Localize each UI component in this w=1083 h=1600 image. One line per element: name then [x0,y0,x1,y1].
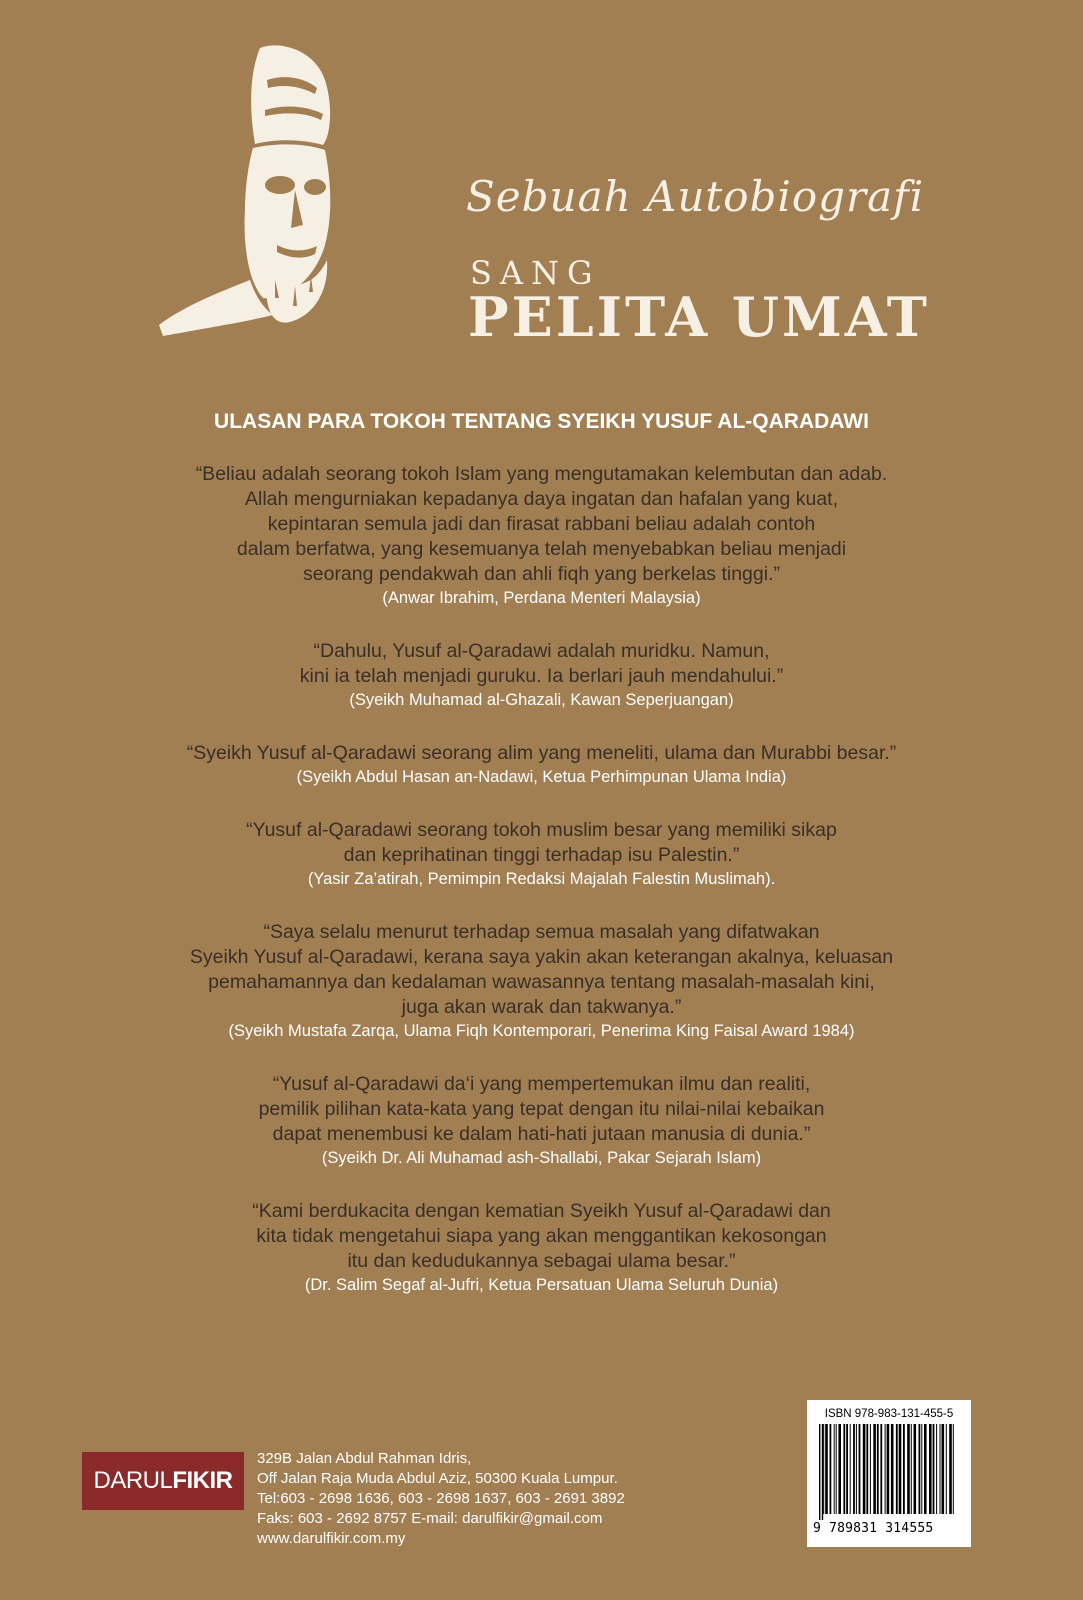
quote-attribution: (Syeikh Muhamad al-Ghazali, Kawan Seperjuangan) [349,691,734,709]
barcode-bars [817,1424,961,1520]
quote-line: itu dan kedudukannya sebagai ulama besar.” [347,1250,736,1272]
quote-line: “Kami berdukacita dengan kematian Syeikh Yusuf al-Qaradawi dan [252,1200,831,1222]
quote-attribution: (Syeikh Abdul Hasan an-Nadawi, Ketua Perhimpunan Ulama India) [296,768,787,786]
quote-line: pemilik pilihan kata-kata yang tepat dengan itu nilai-nilai kebaikan [258,1098,825,1120]
quote-line: seorang pendakwah dan ahli fiqh yang berkelas tinggi.” [303,563,780,585]
quote-block-1 [100,462,983,609]
quote-line: pemahamannya dan kedalaman wawasannya tentang masalah-masalah kini, [208,971,875,993]
quote-attribution: (Yasir Za’atirah, Pemimpin Redaksi Majalah Falestin Muslimah). [307,870,776,888]
quote-line: “Yusuf al-Qaradawi da‘i yang mempertemukan ilmu dan realiti, [272,1073,811,1095]
address-line: Off Jalan Raja Muda Abdul Aziz, 50300 Kuala Lumpur. [257,1470,618,1487]
isbn-label: ISBN 978-983-131-455-5 [824,1408,954,1420]
quote-line: dan keprihatinan tinggi terhadap isu Palestin.” [343,844,740,866]
quote-line: dapat menembusi ke dalam hati-hati jutaan manusia di dunia.” [272,1123,811,1145]
website-line: www.darulfikir.com.my [257,1530,406,1547]
quote-attribution: (Dr. Salim Segaf al-Jufri, Ketua Persatuan Ulama Seluruh Dunia) [304,1276,779,1294]
quote-line: kini ia telah menjadi guruku. Ia berlari jauh mendahului.” [299,665,784,687]
quote-block-4 [100,818,983,890]
quotes-list [100,462,983,1296]
quote-block-5 [100,920,983,1042]
quote-attribution: (Syeikh Mustafa Zarqa, Ulama Fiqh Kontemporari, Penerima King Faisal Award 1984) [228,1022,855,1040]
quote-line: “Beliau adalah seorang tokoh Islam yang mengutamakan kelembutan dan adab. [195,463,888,485]
quote-line: juga akan warak dan takwanya.” [401,996,682,1018]
quote-line: “Saya selalu menurut terhadap semua masalah yang difatwakan [263,921,820,943]
quote-line: dalam berfatwa, yang kesemuanya telah menyebabkan beliau menjadi [236,538,847,560]
quote-block-3 [100,741,983,788]
quote-block-6 [100,1072,983,1169]
logo-text-darul: DARUL [93,1467,173,1494]
publisher-address [257,1449,625,1549]
isbn-barcode [807,1400,971,1547]
book-title-prefix: SANG [470,254,601,292]
quote-attribution: (Syeikh Dr. Ali Muhamad ash-Shallabi, Pakar Sejarah Islam) [321,1149,762,1167]
address-line: Faks: 603 - 2692 8757 E-mail: darulfikir@gmail.com [257,1510,603,1527]
address-line: 329B Jalan Abdul Rahman Idris, [257,1450,472,1467]
quote-line: “Dahulu, Yusuf al-Qaradawi adalah muridku. Namun, [313,640,770,662]
quote-block-7 [100,1199,983,1296]
quote-line: Syeikh Yusuf al-Qaradawi, kerana saya yakin akan keterangan akalnya, keluasan [189,946,894,968]
quote-attribution: (Anwar Ibrahim, Perdana Menteri Malaysia) [382,589,701,607]
book-title: PELITA UMAT [468,285,930,349]
address-line: Tel:603 - 2698 1636, 603 - 2698 1637, 603 - 2691 3892 [257,1490,625,1507]
quote-block-2 [100,639,983,711]
book-subtitle: Sebuah Autobiografi [466,172,925,221]
quote-line: kepintaran semula jadi dan firasat rabbani beliau adalah contoh [267,513,816,535]
barcode-digits: 9 789831 314555 [813,1521,934,1536]
logo-text-fikir: FIKIR [172,1467,233,1494]
quote-line: “Syeikh Yusuf al-Qaradawi seorang alim yang meneliti, ulama dan Murabbi besar.” [186,742,897,764]
publisher-logo [82,1452,244,1510]
quote-line: kita tidak mengetahui siapa yang akan menggantikan kekosongan [256,1225,827,1247]
quote-line: “Yusuf al-Qaradawi seorang tokoh muslim besar yang memiliki sikap [246,819,837,841]
quote-line: Allah mengurniakan kepadanya daya ingatan dan hafalan yang kuat, [244,488,839,510]
reviews-heading: ULASAN PARA TOKOH TENTANG SYEIKH YUSUF AL-QARADAWI [214,410,869,433]
portrait-illustration [155,40,385,340]
